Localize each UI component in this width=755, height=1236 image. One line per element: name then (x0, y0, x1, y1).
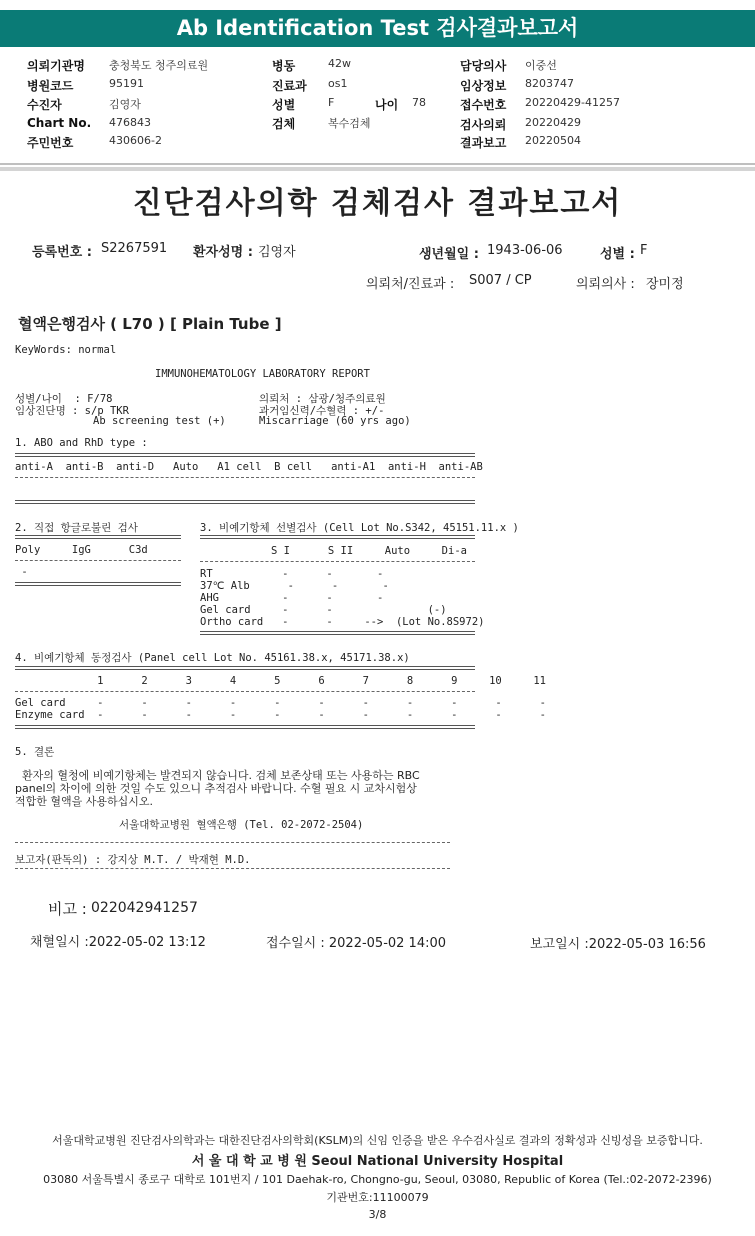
name-label: 환자성명 : (193, 245, 253, 260)
header-label: 담당의사 (460, 59, 507, 73)
certification-note: 서울대학교병원 진단검사의학과는 대한진단검사의학회(KSLM)의 신임 인증을 받은 우수검사실로 결과의 정확성과 신빙성을 보증합니다. (52, 1134, 703, 1147)
receive-time: 접수일시 : 2022-05-02 14:00 (266, 936, 447, 951)
abo-header: anti-A anti-B anti-D Auto A1 cell B cell anti-A1 anti-H anti-AB (15, 461, 483, 473)
conclusion-line: 환자의 혈청에 비예기항체는 발견되지 않습니다. 검체 보존상태 또는 사용하는 RBC (15, 769, 420, 782)
header-label: 성별 (272, 98, 296, 112)
rule (15, 868, 450, 869)
reg-label: 등록번호 : (32, 245, 92, 260)
header-value: 20220429-41257 (525, 96, 620, 109)
dept-label: 의뢰처/진료과 : (366, 277, 455, 292)
hospital-address: 03080 서울특별시 종로구 대학로 101번지 / 101 Daehak-ro, Chongno-gu, Seoul, 03080, Republic of Korea (Tel.:02-2072-2396) (43, 1173, 712, 1186)
header-label: 결과보고 (460, 136, 507, 150)
header-value: 김영자 (109, 98, 141, 111)
header-label: 접수번호 (460, 98, 507, 112)
institution-code: 기관번호:11100079 (326, 1191, 429, 1204)
note-label: 비고 : (48, 900, 87, 918)
header-value: 이중선 (525, 59, 557, 72)
collect-time: 채혈일시 :2022-05-02 13:12 (30, 935, 206, 950)
dob-value: 1943-06-06 (487, 243, 563, 258)
header-value: 78 (412, 96, 426, 109)
dat-section-title: 2. 직접 항글로불린 검사 (15, 522, 138, 534)
header-value: os1 (328, 77, 348, 90)
report-time: 보고일시 :2022-05-03 16:56 (530, 937, 706, 952)
lab-report-title: IMMUNOHEMATOLOGY LABORATORY REPORT (155, 368, 370, 380)
sex-age: 성별/나이 : F/78 (15, 393, 113, 405)
header-value: 20220504 (525, 134, 581, 147)
header-label: 진료과 (272, 79, 307, 93)
rule (15, 477, 475, 478)
name-value: 김영자 (258, 245, 296, 260)
doctor-value: 장미정 (646, 277, 684, 292)
page-divider (0, 167, 755, 171)
rule (200, 535, 475, 539)
sex-label: 성별 : (600, 247, 635, 262)
dat-header: Poly IgG C3d (15, 544, 148, 556)
screening-note: Ab screening test (+) (93, 415, 226, 427)
header-divider (0, 163, 755, 165)
header-label: 병원코드 (27, 79, 74, 93)
header-value: 충청북도 청주의료원 (109, 59, 209, 72)
screening-row: RT - - - (200, 568, 384, 580)
header-label: 수진자 (27, 98, 62, 112)
rule (15, 725, 475, 729)
panel-section-title: 4. 비예기항체 동정검사 (Panel cell Lot No. 45161.38.x, 45171.38.x) (15, 652, 410, 664)
screening-row: Ortho card - - --> (Lot No.8S972) (200, 616, 485, 628)
rule (15, 842, 450, 843)
header-value: 8203747 (525, 77, 574, 90)
header-label: 검체 (272, 117, 296, 131)
header-label: Chart No. (27, 116, 92, 130)
abo-section-title: 1. ABO and RhD type : (15, 437, 148, 449)
header-label: 주민번호 (27, 136, 74, 150)
screening-row: 37℃ Alb - - - (200, 580, 389, 592)
bloodbank-contact: 서울대학교병원 혈액은행 (Tel. 02-2072-2504) (119, 819, 364, 831)
rule (200, 561, 475, 562)
dob-label: 생년월일 : (419, 247, 479, 262)
header-label: 임상정보 (460, 79, 507, 93)
header-value: 476843 (109, 116, 151, 129)
header-value: F (328, 96, 335, 109)
rule (15, 691, 475, 692)
top-title-bar (0, 10, 755, 47)
history-note: Miscarriage (60 yrs ago) (259, 415, 411, 427)
rule (200, 631, 475, 635)
reg-value: S2267591 (101, 241, 168, 256)
rule (15, 560, 181, 561)
reporter: 보고자(판독의) : 강지상 M.T. / 박재현 M.D. (15, 854, 251, 866)
document-title: 진단검사의학 검체검사 결과보고서 (132, 186, 623, 221)
history: 과거임신력/수혈력 : +/- (259, 405, 385, 417)
panel-row: Enzyme card - - - - - - - - - - - (15, 709, 547, 721)
header-value: 95191 (109, 77, 144, 90)
section-title: 혈액은행검사 ( L70 ) [ Plain Tube ] (18, 315, 282, 333)
panel-header: 1 2 3 4 5 6 7 8 9 10 11 (15, 675, 547, 687)
doctor-label: 의뢰의사 : (576, 277, 635, 292)
rule (15, 535, 181, 539)
header-label: 검사의뢰 (460, 118, 507, 132)
rule (15, 666, 475, 670)
sex-value: F (640, 243, 648, 258)
screening-header: S I S II Auto Di-a (271, 545, 467, 557)
screening-row: AHG - - - (200, 592, 384, 604)
referral: 의뢰처 : 삼광/청주의료원 (259, 393, 386, 405)
screening-row: Gel card - - (-) (200, 604, 447, 616)
header-value: 20220429 (525, 116, 581, 129)
header-value: 430606-2 (109, 134, 162, 147)
header-label: 병동 (272, 59, 296, 73)
report-title: Ab Identification Test 검사결과보고서 (176, 16, 579, 40)
note-value: 022042941257 (91, 900, 198, 916)
hospital-name: 서 울 대 학 교 병 원 Seoul National University Hospital (191, 1154, 564, 1169)
header-value: 42w (328, 57, 351, 70)
conclusion-line: 적합한 혈액을 사용하십시오. (15, 795, 154, 808)
keywords: KeyWords: normal (15, 344, 117, 356)
screening-section-title: 3. 비예기항체 선별검사 (Cell Lot No.S342, 45151.11.x ) (200, 522, 519, 534)
diagnosis: 임상진단명 : s/p TKR (15, 405, 129, 417)
conclusion-line: panel의 차이에 의한 것일 수도 있으니 추적검사 바랍니다. 수혈 필요 시 교차시험상 (15, 782, 417, 795)
panel-row: Gel card - - - - - - - - - - - (15, 697, 547, 709)
rule (15, 582, 181, 586)
rule (15, 453, 475, 457)
header-value: 복수검체 (328, 117, 371, 130)
page-number: 3/8 (368, 1208, 387, 1221)
dat-value: - (15, 566, 28, 578)
conclusion-section-title: 5. 결론 (15, 746, 55, 758)
dept-value: S007 / CP (469, 273, 532, 288)
header-label: 의뢰기관명 (27, 59, 85, 73)
rule (15, 500, 475, 504)
header-label: 나이 (375, 98, 399, 112)
